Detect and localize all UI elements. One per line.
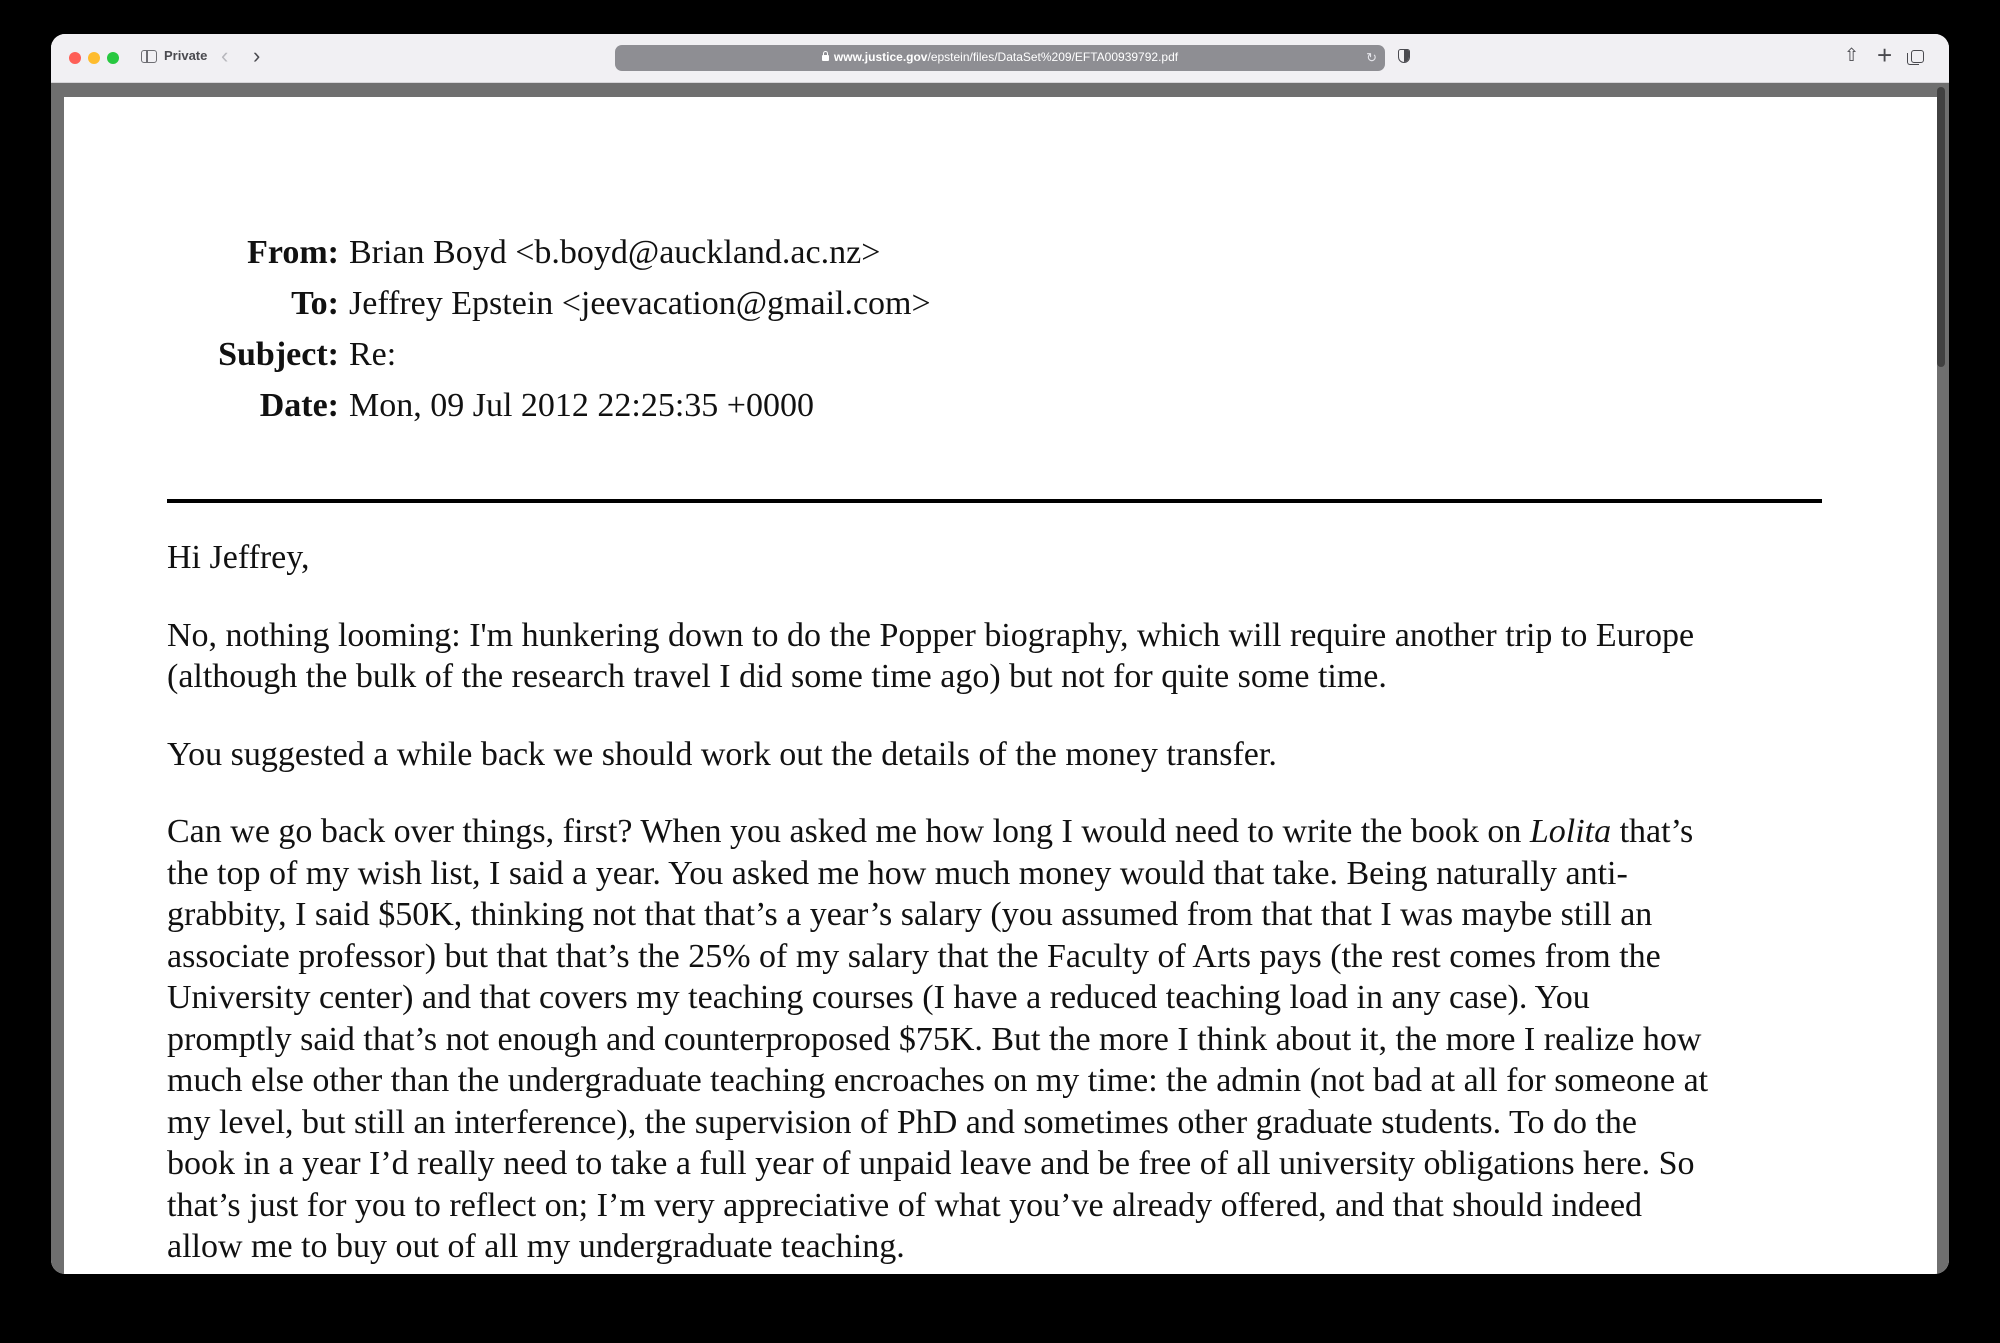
body-line: associate professor) but that that’s the 25% of my salary that the Faculty of Arts pays (the rest comes from the bbox=[167, 937, 1661, 975]
header-from bbox=[64, 227, 1564, 278]
body-line: University center) and that covers my teaching courses (I have a reduced teaching load in any case). You bbox=[167, 979, 1590, 1016]
address-bar[interactable] bbox=[615, 45, 1385, 71]
body-line: promptly said that’s not enough and counterproposed $75K. But the more I think about it, the more I realize how bbox=[167, 1020, 1702, 1058]
body-text-segment: that’s bbox=[1611, 813, 1694, 850]
body-line: that’s just for you to reflect on; I’m very appreciative of what you’ve already offered, and that should indeed bbox=[167, 1186, 1643, 1224]
pdf-viewer bbox=[51, 83, 1949, 1274]
header-value: Re: bbox=[349, 336, 397, 373]
share-icon[interactable]: ⇧ bbox=[1844, 45, 1860, 65]
paragraph-2: You suggested a while back we should work out the details of the money transfer. bbox=[167, 735, 1277, 773]
header-label: To: bbox=[291, 285, 339, 322]
minimize-window-button[interactable] bbox=[88, 52, 100, 64]
forward-icon[interactable]: › bbox=[253, 43, 261, 68]
url-path: /epstein/files/DataSet%209/EFTA00939792.pdf bbox=[927, 50, 1179, 64]
sidebar-toggle-icon[interactable] bbox=[141, 50, 157, 63]
header-to bbox=[64, 278, 1564, 329]
header-subject bbox=[64, 329, 1564, 380]
greeting: Hi Jeffrey, bbox=[167, 539, 310, 576]
header-label: From: bbox=[247, 234, 339, 271]
body-line: (although the bulk of the research travel I did some time ago) but not for quite some time. bbox=[167, 658, 1387, 695]
body-line: grabbity, I said $50K, thinking not that that’s a year’s salary (you assumed from that that I was maybe still an bbox=[167, 896, 1653, 933]
browser-toolbar bbox=[51, 34, 1949, 83]
paragraph-3 bbox=[167, 811, 1847, 1268]
private-mode-label: Private bbox=[164, 48, 208, 63]
url-host: www.justice.gov bbox=[833, 50, 928, 64]
privacy-shield-icon[interactable] bbox=[1398, 49, 1410, 63]
header-value: Mon, 09 Jul 2012 22:25:35 +0000 bbox=[349, 387, 814, 424]
book-title: Lolita bbox=[1529, 813, 1612, 850]
paragraph-1 bbox=[167, 615, 1847, 698]
zoom-window-button[interactable] bbox=[107, 52, 119, 64]
browser-window bbox=[51, 34, 1949, 1274]
body-line: book in a year I’d really need to take a full year of unpaid leave and be free of all university obligations here. So bbox=[167, 1145, 1695, 1182]
tab-overview-icon[interactable] bbox=[1911, 50, 1924, 63]
header-divider bbox=[167, 499, 1822, 503]
header-value: Jeffrey Epstein <jeevacation@gmail.com> bbox=[349, 285, 931, 322]
header-date bbox=[64, 380, 1564, 431]
lock-icon bbox=[822, 55, 829, 61]
body-line: allow me to buy out of all my undergraduate teaching. bbox=[167, 1228, 905, 1265]
email-body bbox=[167, 537, 1847, 1274]
header-label: Date: bbox=[259, 387, 339, 424]
reload-icon[interactable]: ↻ bbox=[1366, 50, 1377, 65]
scrollbar-thumb[interactable] bbox=[1937, 87, 1945, 367]
body-line: much else other than the undergraduate teaching encroaches on my time: the admin (not bad at all for someone at bbox=[167, 1062, 1709, 1099]
pdf-page bbox=[64, 97, 1937, 1274]
url-text bbox=[615, 50, 1385, 64]
body-line: No, nothing looming: I'm hunkering down to do the Popper biography, which will require another trip to Europe bbox=[167, 616, 1695, 654]
body-line: my level, but still an interference), the supervision of PhD and sometimes other graduate students. To do the bbox=[167, 1103, 1637, 1141]
header-value: Brian Boyd <b.boyd@auckland.ac.nz> bbox=[349, 234, 881, 271]
header-label: Subject: bbox=[218, 336, 339, 373]
email-headers bbox=[64, 227, 1564, 431]
body-text-segment: Can we go back over things, first? When you asked me how long I would need to write the book on bbox=[167, 813, 1530, 850]
body-line: the top of my wish list, I said a year. You asked me how much money would that take. Being naturally anti- bbox=[167, 854, 1628, 892]
body-line bbox=[167, 811, 1847, 853]
new-tab-icon[interactable]: + bbox=[1877, 40, 1893, 70]
back-icon[interactable]: ‹ bbox=[221, 43, 229, 68]
close-window-button[interactable] bbox=[69, 52, 81, 64]
